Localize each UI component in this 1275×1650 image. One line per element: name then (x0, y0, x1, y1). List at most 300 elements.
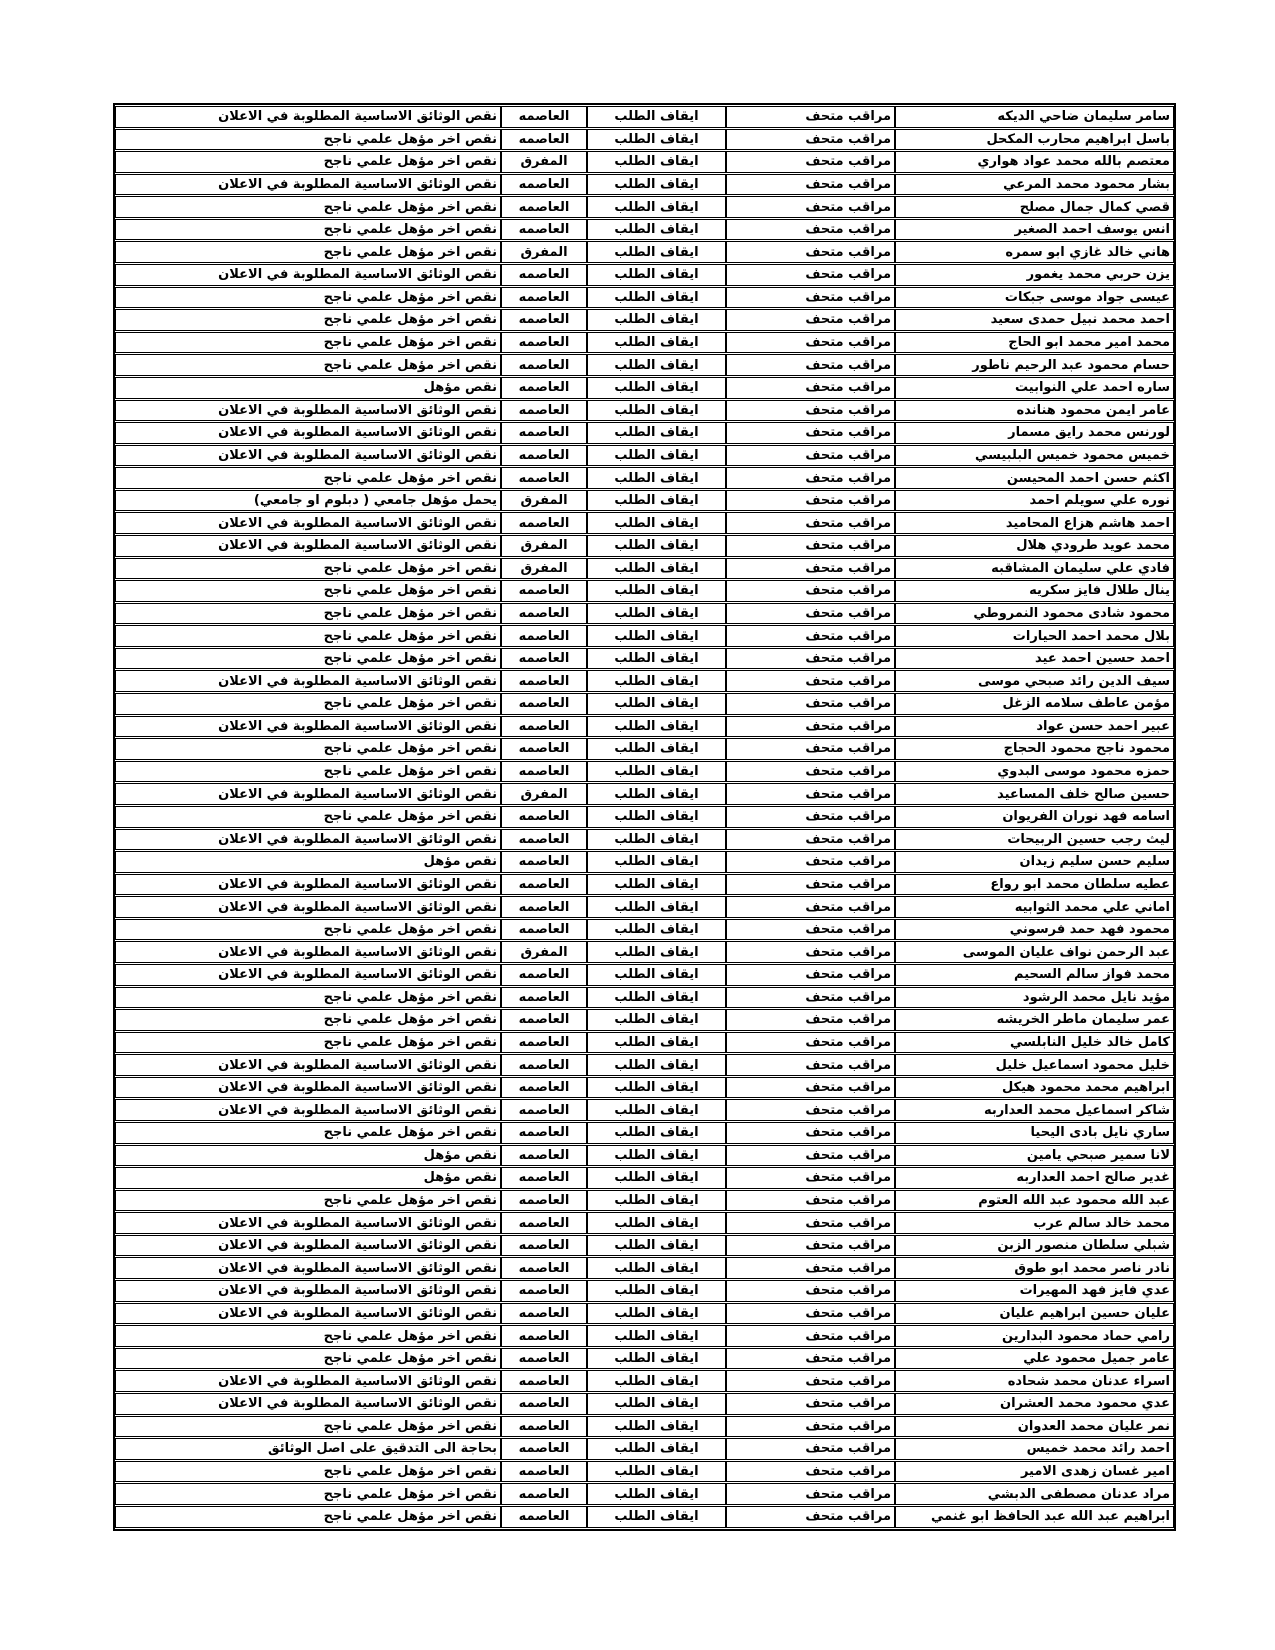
rejection-reason-cell: نقص اخر مؤهل علمي ناجح (115, 738, 501, 760)
applicant-name-cell: محمود شادى محمود النمروطي (895, 603, 1174, 625)
rejection-reason-cell: نقص اخر مؤهل علمي ناجح (115, 693, 501, 715)
rejection-reason-cell: نقص اخر مؤهل علمي ناجح (115, 1483, 501, 1505)
rejection-reason-cell: نقص الوثائق الاساسية المطلوبة في الاعلان (115, 1235, 501, 1257)
governorate-cell: المفرق (501, 941, 587, 963)
application-status-cell: ايقاف الطلب (587, 151, 726, 173)
rejection-reason-cell: بحاجة الى التدقيق على اصل الوثائق (115, 1438, 501, 1460)
application-status-cell: ايقاف الطلب (587, 287, 726, 309)
job-title-cell: مراقب متحف (726, 829, 895, 851)
governorate-cell: العاصمه (501, 716, 587, 738)
applicant-name-cell: قصي كمال جمال مصلح (895, 196, 1174, 218)
job-title-cell: مراقب متحف (726, 354, 895, 376)
application-status-cell: ايقاف الطلب (587, 1235, 726, 1257)
applicant-name-cell: عدي فايز فهد المهيرات (895, 1280, 1174, 1302)
rejection-reason-cell: نقص الوثائق الاساسية المطلوبة في الاعلان (115, 1393, 501, 1415)
rejection-reason-cell: نقص اخر مؤهل علمي ناجح (115, 467, 501, 489)
governorate-cell: العاصمه (501, 512, 587, 534)
rejection-reason-cell: نقص الوثائق الاساسية المطلوبة في الاعلان (115, 1212, 501, 1234)
governorate-cell: العاصمه (501, 1009, 587, 1031)
applicant-name-cell: هاني خالد غازي ابو سمره (895, 241, 1174, 263)
governorate-cell: العاصمه (501, 1212, 587, 1234)
rejection-reason-cell: نقص الوثائق الاساسية المطلوبة في الاعلان (115, 1280, 501, 1302)
application-status-cell: ايقاف الطلب (587, 558, 726, 580)
application-status-cell: ايقاف الطلب (587, 941, 726, 963)
job-title-cell: مراقب متحف (726, 1077, 895, 1099)
job-title-cell: مراقب متحف (726, 1393, 895, 1415)
job-title-cell: مراقب متحف (726, 196, 895, 218)
table-row (115, 106, 1174, 128)
applicant-name-cell: عطيه سلطان محمد ابو رواع (895, 874, 1174, 896)
governorate-cell: العاصمه (501, 1416, 587, 1438)
table-row (115, 264, 1174, 286)
table-row (115, 1325, 1174, 1347)
table-row (115, 174, 1174, 196)
application-status-cell: ايقاف الطلب (587, 1167, 726, 1189)
governorate-cell: العاصمه (501, 129, 587, 151)
applicant-name-cell: اسراء عدنان محمد شحاده (895, 1370, 1174, 1392)
rejection-reason-cell: نقص الوثائق الاساسية المطلوبة في الاعلان (115, 174, 501, 196)
application-status-cell: ايقاف الطلب (587, 535, 726, 557)
governorate-cell: العاصمه (501, 400, 587, 422)
table-row (115, 1190, 1174, 1212)
table-row (115, 219, 1174, 241)
job-title-cell: مراقب متحف (726, 174, 895, 196)
applicant-name-cell: احمد هاشم هزاع المحاميد (895, 512, 1174, 534)
rejection-reason-cell: نقص اخر مؤهل علمي ناجح (115, 241, 501, 263)
applicant-name-cell: عمر سليمان ماطر الخريشه (895, 1009, 1174, 1031)
applicant-name-cell: بشار محمود محمد المرعي (895, 174, 1174, 196)
table-row (115, 151, 1174, 173)
job-title-cell: مراقب متحف (726, 445, 895, 467)
rejection-reason-cell: يحمل مؤهل جامعي ( دبلوم او جامعي) (115, 490, 501, 512)
job-title-cell: مراقب متحف (726, 693, 895, 715)
application-status-cell: ايقاف الطلب (587, 400, 726, 422)
application-status-cell: ايقاف الطلب (587, 467, 726, 489)
rejection-reason-cell: نقص اخر مؤهل علمي ناجح (115, 309, 501, 331)
applicant-name-cell: محمد خالد سالم عرب (895, 1212, 1174, 1234)
table-row (115, 580, 1174, 602)
job-title-cell: مراقب متحف (726, 1235, 895, 1257)
governorate-cell: العاصمه (501, 196, 587, 218)
rejection-reason-cell: نقص مؤهل (115, 851, 501, 873)
application-status-cell: ايقاف الطلب (587, 987, 726, 1009)
job-title-cell: مراقب متحف (726, 806, 895, 828)
job-title-cell: مراقب متحف (726, 1122, 895, 1144)
applicant-name-cell: عامر ايمن محمود هنانده (895, 400, 1174, 422)
governorate-cell: العاصمه (501, 1077, 587, 1099)
table-row (115, 332, 1174, 354)
job-title-cell: مراقب متحف (726, 400, 895, 422)
application-status-cell: ايقاف الطلب (587, 1416, 726, 1438)
table-row (115, 535, 1174, 557)
rejection-reason-cell: نقص اخر مؤهل علمي ناجح (115, 919, 501, 941)
table-row (115, 400, 1174, 422)
rejection-reason-cell: نقص الوثائق الاساسية المطلوبة في الاعلان (115, 400, 501, 422)
table-row (115, 1145, 1174, 1167)
application-status-cell: ايقاف الطلب (587, 1122, 726, 1144)
governorate-cell: العاصمه (501, 1393, 587, 1415)
application-status-cell: ايقاف الطلب (587, 377, 726, 399)
table-row (115, 1416, 1174, 1438)
table-row (115, 1348, 1174, 1370)
applicant-name-cell: فادي علي سليمان المشاقبه (895, 558, 1174, 580)
applicants-table (113, 103, 1176, 1531)
rejection-reason-cell: نقص الوثائق الاساسية المطلوبة في الاعلان (115, 1099, 501, 1121)
governorate-cell: العاصمه (501, 264, 587, 286)
table-row (115, 1257, 1174, 1279)
job-title-cell: مراقب متحف (726, 287, 895, 309)
application-status-cell: ايقاف الطلب (587, 783, 726, 805)
job-title-cell: مراقب متحف (726, 580, 895, 602)
application-status-cell: ايقاف الطلب (587, 445, 726, 467)
governorate-cell: العاصمه (501, 625, 587, 647)
applicant-name-cell: معتصم بالله محمد عواد هواري (895, 151, 1174, 173)
rejection-reason-cell: نقص اخر مؤهل علمي ناجح (115, 1122, 501, 1144)
applicant-name-cell: حمزه محمود موسى البدوي (895, 761, 1174, 783)
application-status-cell: ايقاف الطلب (587, 648, 726, 670)
applicant-name-cell: مؤيد نايل محمد الرشود (895, 987, 1174, 1009)
application-status-cell: ايقاف الطلب (587, 964, 726, 986)
applicant-name-cell: سامر سليمان ضاحي الديكه (895, 106, 1174, 128)
applicant-name-cell: انس يوسف احمد الصغير (895, 219, 1174, 241)
application-status-cell: ايقاف الطلب (587, 1303, 726, 1325)
table-row (115, 1167, 1174, 1189)
rejection-reason-cell: نقص الوثائق الاساسية المطلوبة في الاعلان (115, 445, 501, 467)
job-title-cell: مراقب متحف (726, 241, 895, 263)
governorate-cell: العاصمه (501, 693, 587, 715)
governorate-cell: المفرق (501, 558, 587, 580)
table-row (115, 1235, 1174, 1257)
governorate-cell: العاصمه (501, 829, 587, 851)
table-row (115, 196, 1174, 218)
job-title-cell: مراقب متحف (726, 1257, 895, 1279)
job-title-cell: مراقب متحف (726, 941, 895, 963)
job-title-cell: مراقب متحف (726, 603, 895, 625)
application-status-cell: ايقاف الطلب (587, 332, 726, 354)
rejection-reason-cell: نقص اخر مؤهل علمي ناجح (115, 287, 501, 309)
table-row (115, 1212, 1174, 1234)
governorate-cell: العاصمه (501, 377, 587, 399)
application-status-cell: ايقاف الطلب (587, 174, 726, 196)
applicant-name-cell: ساره احمد علي النوابيت (895, 377, 1174, 399)
table-row (115, 783, 1174, 805)
rejection-reason-cell: نقص الوثائق الاساسية المطلوبة في الاعلان (115, 964, 501, 986)
governorate-cell: العاصمه (501, 580, 587, 602)
applicant-name-cell: ساري نايل بادى اليحيا (895, 1122, 1174, 1144)
applicant-name-cell: عيسى جواد موسى جبكات (895, 287, 1174, 309)
applicant-name-cell: خميس محمود خميس البلبيسي (895, 445, 1174, 467)
applicant-name-cell: عبير احمد حسن عواد (895, 716, 1174, 738)
rejection-reason-cell: نقص الوثائق الاساسية المطلوبة في الاعلان (115, 1077, 501, 1099)
application-status-cell: ايقاف الطلب (587, 1077, 726, 1099)
governorate-cell: العاصمه (501, 1438, 587, 1460)
application-status-cell: ايقاف الطلب (587, 851, 726, 873)
applicant-name-cell: ليث رجب حسين الربيحات (895, 829, 1174, 851)
application-status-cell: ايقاف الطلب (587, 1054, 726, 1076)
job-title-cell: مراقب متحف (726, 1325, 895, 1347)
rejection-reason-cell: نقص اخر مؤهل علمي ناجح (115, 196, 501, 218)
governorate-cell: العاصمه (501, 1370, 587, 1392)
rejection-reason-cell: نقص اخر مؤهل علمي ناجح (115, 806, 501, 828)
application-status-cell: ايقاف الطلب (587, 354, 726, 376)
job-title-cell: مراقب متحف (726, 851, 895, 873)
job-title-cell: مراقب متحف (726, 648, 895, 670)
job-title-cell: مراقب متحف (726, 422, 895, 444)
job-title-cell: مراقب متحف (726, 1190, 895, 1212)
application-status-cell: ايقاف الطلب (587, 896, 726, 918)
governorate-cell: العاصمه (501, 1303, 587, 1325)
application-status-cell: ايقاف الطلب (587, 580, 726, 602)
application-status-cell: ايقاف الطلب (587, 1257, 726, 1279)
rejection-reason-cell: نقص اخر مؤهل علمي ناجح (115, 1348, 501, 1370)
job-title-cell: مراقب متحف (726, 919, 895, 941)
table-row (115, 558, 1174, 580)
table-row (115, 670, 1174, 692)
rejection-reason-cell: نقص الوثائق الاساسية المطلوبة في الاعلان (115, 264, 501, 286)
rejection-reason-cell: نقص اخر مؤهل علمي ناجح (115, 1461, 501, 1483)
application-status-cell: ايقاف الطلب (587, 1348, 726, 1370)
application-status-cell: ايقاف الطلب (587, 1483, 726, 1505)
governorate-cell: العاصمه (501, 738, 587, 760)
governorate-cell: العاصمه (501, 603, 587, 625)
governorate-cell: العاصمه (501, 106, 587, 128)
job-title-cell: مراقب متحف (726, 309, 895, 331)
governorate-cell: العاصمه (501, 219, 587, 241)
governorate-cell: العاصمه (501, 422, 587, 444)
rejection-reason-cell: نقص الوثائق الاساسية المطلوبة في الاعلان (115, 512, 501, 534)
table-row (115, 603, 1174, 625)
applicant-name-cell: احمد رائد محمد خميس (895, 1438, 1174, 1460)
governorate-cell: المفرق (501, 535, 587, 557)
applicant-name-cell: عبد الرحمن نواف عليان الموسى (895, 941, 1174, 963)
applicant-name-cell: شبلي سلطان منصور الزبن (895, 1235, 1174, 1257)
application-status-cell: ايقاف الطلب (587, 106, 726, 128)
rejection-reason-cell: نقص اخر مؤهل علمي ناجح (115, 761, 501, 783)
job-title-cell: مراقب متحف (726, 1280, 895, 1302)
applicant-name-cell: امير غسان زهدى الامير (895, 1461, 1174, 1483)
job-title-cell: مراقب متحف (726, 964, 895, 986)
job-title-cell: مراقب متحف (726, 625, 895, 647)
job-title-cell: مراقب متحف (726, 377, 895, 399)
applicant-name-cell: شاكر اسماعيل محمد العداربه (895, 1099, 1174, 1121)
table-row (115, 1009, 1174, 1031)
application-status-cell: ايقاف الطلب (587, 1325, 726, 1347)
application-status-cell: ايقاف الطلب (587, 1461, 726, 1483)
application-status-cell: ايقاف الطلب (587, 196, 726, 218)
governorate-cell: العاصمه (501, 761, 587, 783)
rejection-reason-cell: نقص الوثائق الاساسية المطلوبة في الاعلان (115, 106, 501, 128)
rejection-reason-cell: نقص الوثائق الاساسية المطلوبة في الاعلان (115, 535, 501, 557)
applicant-name-cell: ابراهيم عبد الله عبد الحافظ ابو غنمي (895, 1506, 1174, 1528)
rejection-reason-cell: نقص اخر مؤهل علمي ناجح (115, 354, 501, 376)
table-row (115, 806, 1174, 828)
table-row (115, 1077, 1174, 1099)
rejection-reason-cell: نقص الوثائق الاساسية المطلوبة في الاعلان (115, 896, 501, 918)
applicant-name-cell: اماني علي محمد الثوابيه (895, 896, 1174, 918)
job-title-cell: مراقب متحف (726, 219, 895, 241)
governorate-cell: العاصمه (501, 1099, 587, 1121)
applicant-name-cell: احمد حسين احمد عيد (895, 648, 1174, 670)
governorate-cell: العاصمه (501, 648, 587, 670)
governorate-cell: العاصمه (501, 987, 587, 1009)
rejection-reason-cell: نقص مؤهل (115, 377, 501, 399)
applicant-name-cell: حسام محمود عبد الرحيم ناطور (895, 354, 1174, 376)
applicant-name-cell: احمد محمد نبيل حمدى سعيد (895, 309, 1174, 331)
job-title-cell: مراقب متحف (726, 1212, 895, 1234)
rejection-reason-cell: نقص اخر مؤهل علمي ناجح (115, 1506, 501, 1528)
job-title-cell: مراقب متحف (726, 783, 895, 805)
applicant-name-cell: اسامه فهد نوران الفريوان (895, 806, 1174, 828)
applicant-name-cell: بلال محمد احمد الحيارات (895, 625, 1174, 647)
governorate-cell: العاصمه (501, 1122, 587, 1144)
rejection-reason-cell: نقص اخر مؤهل علمي ناجح (115, 603, 501, 625)
job-title-cell: مراقب متحف (726, 151, 895, 173)
governorate-cell: العاصمه (501, 851, 587, 873)
rejection-reason-cell: نقص الوثائق الاساسية المطلوبة في الاعلان (115, 670, 501, 692)
governorate-cell: العاصمه (501, 467, 587, 489)
application-status-cell: ايقاف الطلب (587, 490, 726, 512)
rejection-reason-cell: نقص الوثائق الاساسية المطلوبة في الاعلان (115, 1303, 501, 1325)
governorate-cell: المفرق (501, 151, 587, 173)
job-title-cell: مراقب متحف (726, 1167, 895, 1189)
table-row (115, 445, 1174, 467)
rejection-reason-cell: نقص الوثائق الاساسية المطلوبة في الاعلان (115, 1257, 501, 1279)
governorate-cell: العاصمه (501, 174, 587, 196)
rejection-reason-cell: نقص الوثائق الاساسية المطلوبة في الاعلان (115, 422, 501, 444)
table-row (115, 919, 1174, 941)
applicant-name-cell: محمد امير محمد ابو الحاج (895, 332, 1174, 354)
job-title-cell: مراقب متحف (726, 738, 895, 760)
governorate-cell: العاصمه (501, 670, 587, 692)
application-status-cell: ايقاف الطلب (587, 512, 726, 534)
governorate-cell: العاصمه (501, 287, 587, 309)
applicants-table-body (115, 106, 1174, 1528)
applicant-name-cell: ينال طلال فايز سكريه (895, 580, 1174, 602)
table-row (115, 625, 1174, 647)
table-row (115, 987, 1174, 1009)
application-status-cell: ايقاف الطلب (587, 761, 726, 783)
applicant-name-cell: خليل محمود اسماعيل خليل (895, 1054, 1174, 1076)
application-status-cell: ايقاف الطلب (587, 738, 726, 760)
application-status-cell: ايقاف الطلب (587, 919, 726, 941)
job-title-cell: مراقب متحف (726, 512, 895, 534)
job-title-cell: مراقب متحف (726, 987, 895, 1009)
application-status-cell: ايقاف الطلب (587, 1009, 726, 1031)
job-title-cell: مراقب متحف (726, 535, 895, 557)
job-title-cell: مراقب متحف (726, 1348, 895, 1370)
rejection-reason-cell: نقص الوثائق الاساسية المطلوبة في الاعلان (115, 941, 501, 963)
table-row (115, 851, 1174, 873)
table-row (115, 829, 1174, 851)
table-row (115, 129, 1174, 151)
applicant-name-cell: محمود ناجح محمود الحجاج (895, 738, 1174, 760)
rejection-reason-cell: نقص اخر مؤهل علمي ناجح (115, 580, 501, 602)
job-title-cell: مراقب متحف (726, 670, 895, 692)
applicant-name-cell: يزن حربي محمد يغمور (895, 264, 1174, 286)
table-row (115, 1099, 1174, 1121)
applicant-name-cell: محمود فهد حمد فرسوني (895, 919, 1174, 941)
applicant-name-cell: عليان حسين ابراهيم عليان (895, 1303, 1174, 1325)
job-title-cell: مراقب متحف (726, 129, 895, 151)
application-status-cell: ايقاف الطلب (587, 1506, 726, 1528)
governorate-cell: العاصمه (501, 1257, 587, 1279)
table-row (115, 874, 1174, 896)
table-row (115, 1506, 1174, 1528)
rejection-reason-cell: نقص اخر مؤهل علمي ناجح (115, 219, 501, 241)
job-title-cell: مراقب متحف (726, 1461, 895, 1483)
governorate-cell: العاصمه (501, 874, 587, 896)
rejection-reason-cell: نقص اخر مؤهل علمي ناجح (115, 987, 501, 1009)
applicant-name-cell: سيف الدين رائد صبحي موسى (895, 670, 1174, 692)
job-title-cell: مراقب متحف (726, 1099, 895, 1121)
application-status-cell: ايقاف الطلب (587, 1393, 726, 1415)
rejection-reason-cell: نقص اخر مؤهل علمي ناجح (115, 1032, 501, 1054)
governorate-cell: العاصمه (501, 964, 587, 986)
table-row (115, 422, 1174, 444)
application-status-cell: ايقاف الطلب (587, 422, 726, 444)
applicant-name-cell: غدير صالح احمد العداربه (895, 1167, 1174, 1189)
governorate-cell: العاصمه (501, 354, 587, 376)
job-title-cell: مراقب متحف (726, 1483, 895, 1505)
table-row (115, 896, 1174, 918)
application-status-cell: ايقاف الطلب (587, 625, 726, 647)
job-title-cell: مراقب متحف (726, 467, 895, 489)
job-title-cell: مراقب متحف (726, 264, 895, 286)
table-row (115, 1438, 1174, 1460)
application-status-cell: ايقاف الطلب (587, 1438, 726, 1460)
governorate-cell: العاصمه (501, 1325, 587, 1347)
applicant-name-cell: لانا سمير صبحي يامين (895, 1145, 1174, 1167)
applicant-name-cell: مراد عدنان مصطفى الدبشي (895, 1483, 1174, 1505)
application-status-cell: ايقاف الطلب (587, 670, 726, 692)
job-title-cell: مراقب متحف (726, 558, 895, 580)
table-row (115, 1483, 1174, 1505)
applicant-name-cell: عامر جميل محمود علي (895, 1348, 1174, 1370)
rejection-reason-cell: نقص مؤهل (115, 1145, 501, 1167)
rejection-reason-cell: نقص مؤهل (115, 1167, 501, 1189)
application-status-cell: ايقاف الطلب (587, 309, 726, 331)
job-title-cell: مراقب متحف (726, 1009, 895, 1031)
application-status-cell: ايقاف الطلب (587, 1099, 726, 1121)
table-row (115, 1370, 1174, 1392)
application-status-cell: ايقاف الطلب (587, 129, 726, 151)
applicant-name-cell: ابراهيم محمد محمود هيكل (895, 1077, 1174, 1099)
governorate-cell: العاصمه (501, 1506, 587, 1528)
table-row (115, 1461, 1174, 1483)
job-title-cell: مراقب متحف (726, 332, 895, 354)
governorate-cell: العاصمه (501, 919, 587, 941)
table-row (115, 693, 1174, 715)
job-title-cell: مراقب متحف (726, 1416, 895, 1438)
table-row (115, 941, 1174, 963)
rejection-reason-cell: نقص اخر مؤهل علمي ناجح (115, 129, 501, 151)
table-row (115, 1393, 1174, 1415)
table-row (115, 964, 1174, 986)
governorate-cell: العاصمه (501, 1280, 587, 1302)
table-row (115, 287, 1174, 309)
table-row (115, 309, 1174, 331)
job-title-cell: مراقب متحف (726, 716, 895, 738)
rejection-reason-cell: نقص اخر مؤهل علمي ناجح (115, 625, 501, 647)
applicant-name-cell: لورنس محمد رايق مسمار (895, 422, 1174, 444)
table-row (115, 1280, 1174, 1302)
governorate-cell: العاصمه (501, 1032, 587, 1054)
governorate-cell: العاصمه (501, 1348, 587, 1370)
rejection-reason-cell: نقص اخر مؤهل علمي ناجح (115, 558, 501, 580)
application-status-cell: ايقاف الطلب (587, 829, 726, 851)
applicant-name-cell: باسل ابراهيم محارب المكحل (895, 129, 1174, 151)
table-row (115, 716, 1174, 738)
